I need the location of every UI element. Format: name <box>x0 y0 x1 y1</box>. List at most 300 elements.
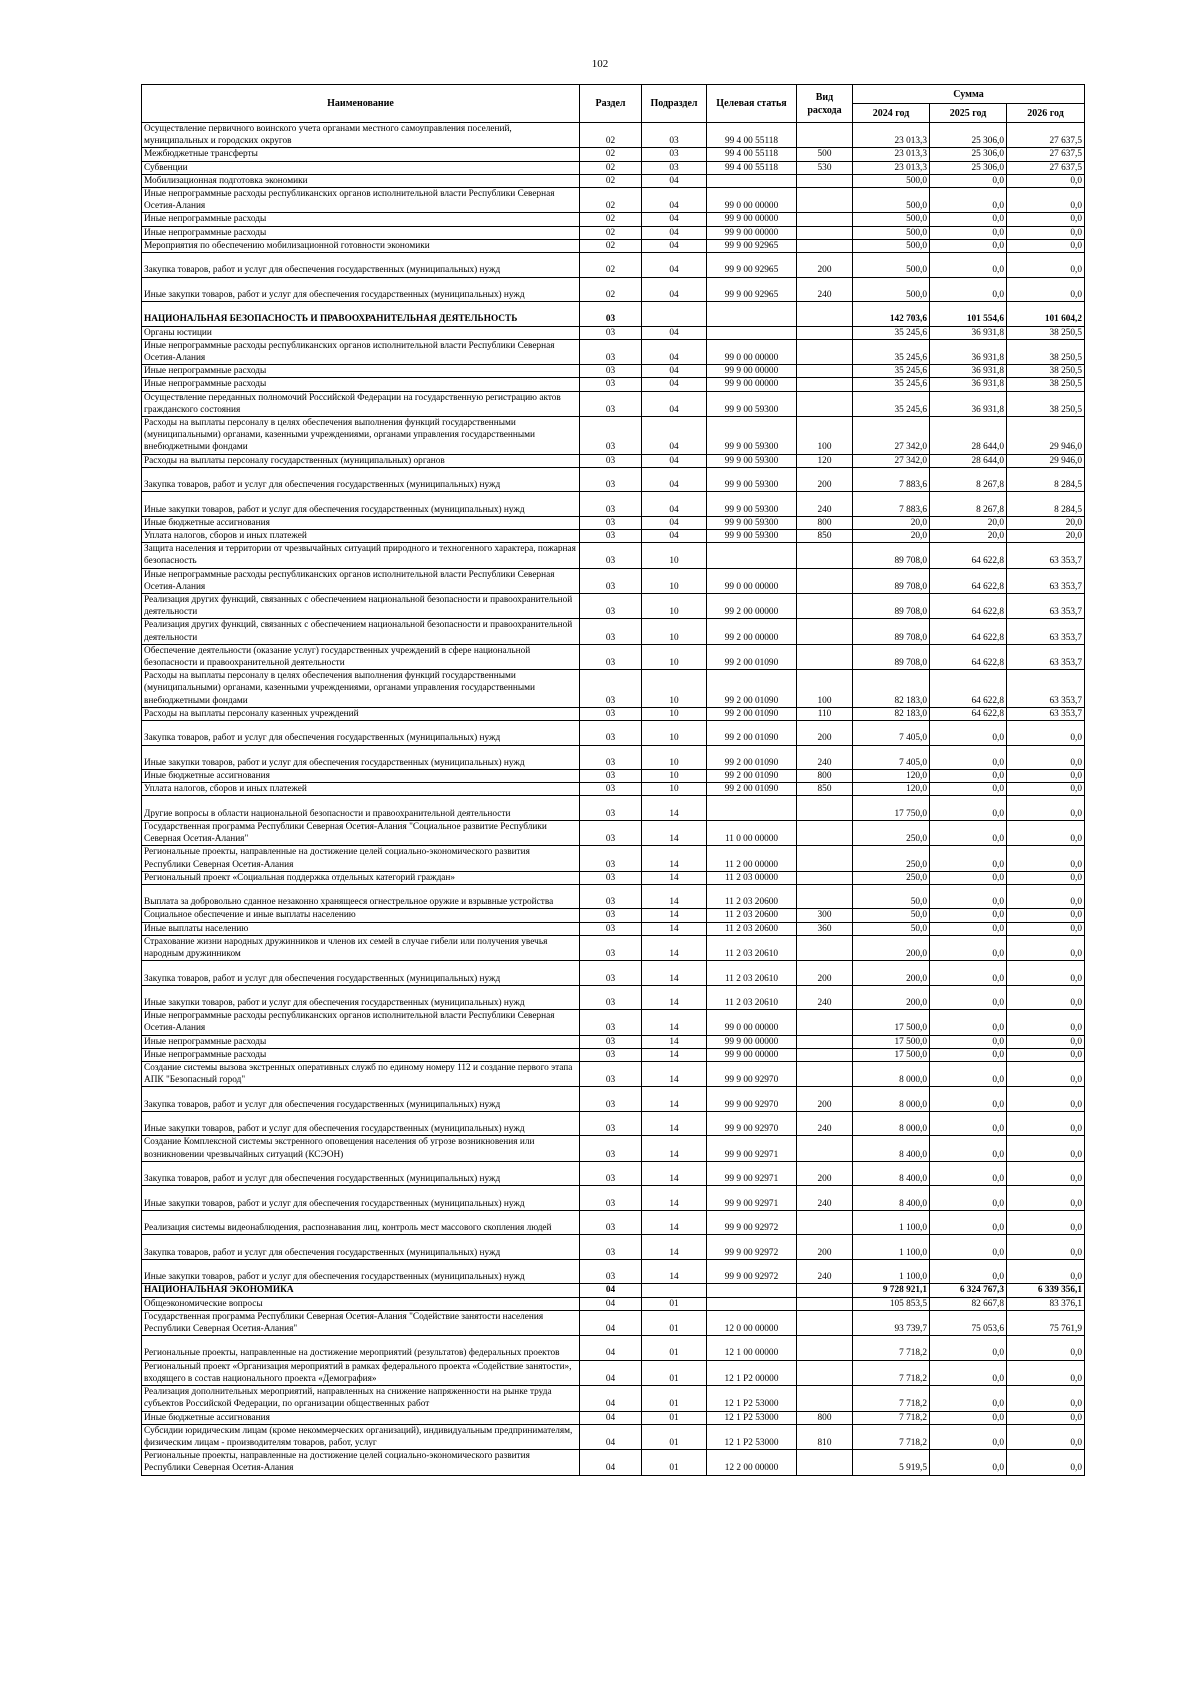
table-row <box>142 1210 1085 1235</box>
cell-2026: 63 353,7 <box>1007 619 1085 644</box>
cell-2026: 0,0 <box>1007 1386 1085 1411</box>
cell-2026: 63 353,7 <box>1007 707 1085 720</box>
cell-name: Расходы на выплаты персоналу в целях обеспечения выполнения функций государственными (муниципальными) органами, казенными учреждениями, органами управления государственными внебюджетными фондами <box>142 670 580 708</box>
cell-name: Закупка товаров, работ и услуг для обеспечения государственных (муниципальных) нужд <box>142 961 580 986</box>
cell-name: Иные непрограммные расходы республиканских органов исполнительной власти Республики Северная Осетия-Алания <box>142 1010 580 1035</box>
cell-section: 04 <box>580 1297 642 1310</box>
cell-target: 99 0 00 00000 <box>707 188 797 213</box>
cell-target: 99 9 00 92971 <box>707 1136 797 1161</box>
cell-section: 04 <box>580 1284 642 1297</box>
cell-section: 04 <box>580 1424 642 1449</box>
cell-2025: 0,0 <box>930 935 1007 960</box>
cell-2024: 5 919,5 <box>853 1450 930 1475</box>
table-row <box>142 529 1085 542</box>
table-row <box>142 745 1085 770</box>
cell-2026: 0,0 <box>1007 1259 1085 1284</box>
cell-section: 02 <box>580 161 642 174</box>
cell-expense-type <box>797 1062 853 1087</box>
cell-expense-type: 850 <box>797 783 853 796</box>
cell-expense-type: 240 <box>797 1259 853 1284</box>
cell-2025: 0,0 <box>930 1062 1007 1087</box>
cell-2025: 0,0 <box>930 846 1007 871</box>
cell-section: 03 <box>580 339 642 364</box>
cell-expense-type: 360 <box>797 922 853 935</box>
cell-2026: 0,0 <box>1007 820 1085 845</box>
cell-2024: 8 400,0 <box>853 1136 930 1161</box>
cell-section: 03 <box>580 416 642 454</box>
cell-subsection: 14 <box>642 1161 707 1186</box>
cell-target <box>707 1284 797 1297</box>
cell-expense-type: 110 <box>797 707 853 720</box>
cell-2025: 25 306,0 <box>930 161 1007 174</box>
cell-2026: 0,0 <box>1007 1411 1085 1424</box>
cell-2026: 0,0 <box>1007 770 1085 783</box>
cell-subsection: 04 <box>642 467 707 492</box>
cell-section: 02 <box>580 253 642 278</box>
cell-2026: 83 376,1 <box>1007 1297 1085 1310</box>
cell-subsection: 04 <box>642 416 707 454</box>
cell-2025: 64 622,8 <box>930 707 1007 720</box>
cell-2024: 93 739,7 <box>853 1310 930 1335</box>
cell-subsection: 14 <box>642 1010 707 1035</box>
cell-name: Иные закупки товаров, работ и услуг для обеспечения государственных (муниципальных) нужд <box>142 1186 580 1211</box>
cell-2026: 20,0 <box>1007 529 1085 542</box>
cell-target: 11 2 03 20600 <box>707 884 797 909</box>
table-row <box>142 277 1085 302</box>
cell-section: 03 <box>580 378 642 391</box>
cell-2025: 0,0 <box>930 796 1007 821</box>
cell-2024: 8 000,0 <box>853 1111 930 1136</box>
cell-2026: 0,0 <box>1007 174 1085 187</box>
table-row <box>142 961 1085 986</box>
cell-expense-type <box>797 1360 853 1385</box>
cell-2025: 0,0 <box>930 1186 1007 1211</box>
cell-2025: 0,0 <box>930 1424 1007 1449</box>
cell-section: 03 <box>580 543 642 568</box>
cell-target: 11 0 00 00000 <box>707 820 797 845</box>
cell-subsection: 01 <box>642 1360 707 1385</box>
cell-subsection: 14 <box>642 1087 707 1112</box>
cell-subsection: 10 <box>642 745 707 770</box>
cell-2024: 250,0 <box>853 846 930 871</box>
cell-subsection: 04 <box>642 516 707 529</box>
cell-expense-type <box>797 326 853 339</box>
cell-subsection <box>642 1284 707 1297</box>
cell-name: Создание системы вызова экстренных оперативных служб по единому номеру 112 и создание первого этапа АПК "Безопасный город" <box>142 1062 580 1087</box>
cell-name: Государственная программа Республики Северная Осетия-Алания "Содействие занятости населения Республики Северная Осетия-Алания" <box>142 1310 580 1335</box>
cell-expense-type: 200 <box>797 467 853 492</box>
cell-2026: 0,0 <box>1007 1048 1085 1061</box>
cell-2024: 7 718,2 <box>853 1336 930 1361</box>
cell-name: Иные бюджетные ассигнования <box>142 1411 580 1424</box>
table-row <box>142 391 1085 416</box>
cell-2025: 36 931,8 <box>930 391 1007 416</box>
cell-target: 99 2 00 01090 <box>707 670 797 708</box>
cell-target: 12 1 P2 53000 <box>707 1386 797 1411</box>
cell-2024: 8 400,0 <box>853 1161 930 1186</box>
cell-2024: 17 500,0 <box>853 1035 930 1048</box>
cell-subsection: 04 <box>642 253 707 278</box>
cell-target: 99 9 00 00000 <box>707 213 797 226</box>
cell-target: 12 1 P2 00000 <box>707 1360 797 1385</box>
cell-name: Расходы на выплаты персоналу государственных (муниципальных) органов <box>142 454 580 467</box>
table-row <box>142 326 1085 339</box>
cell-subsection: 10 <box>642 783 707 796</box>
cell-2026: 0,0 <box>1007 961 1085 986</box>
col-sum-header: Сумма <box>853 85 1085 104</box>
table-row <box>142 1336 1085 1361</box>
cell-section: 02 <box>580 174 642 187</box>
cell-2024: 105 853,5 <box>853 1297 930 1310</box>
cell-target: 99 9 00 92970 <box>707 1062 797 1087</box>
cell-2024: 142 703,6 <box>853 302 930 327</box>
cell-2026: 0,0 <box>1007 1450 1085 1475</box>
table-header <box>142 85 1085 123</box>
cell-2025: 8 267,8 <box>930 492 1007 517</box>
cell-2026: 0,0 <box>1007 188 1085 213</box>
table-row <box>142 302 1085 327</box>
cell-subsection: 14 <box>642 1111 707 1136</box>
cell-2026: 27 637,5 <box>1007 148 1085 161</box>
cell-2025: 0,0 <box>930 1111 1007 1136</box>
cell-subsection: 10 <box>642 721 707 746</box>
cell-section: 03 <box>580 935 642 960</box>
table-row <box>142 226 1085 239</box>
table-row <box>142 174 1085 187</box>
table-row <box>142 846 1085 871</box>
table-row <box>142 770 1085 783</box>
cell-2025: 0,0 <box>930 871 1007 884</box>
cell-2024: 20,0 <box>853 529 930 542</box>
cell-section: 03 <box>580 820 642 845</box>
cell-subsection: 01 <box>642 1386 707 1411</box>
cell-2025: 0,0 <box>930 213 1007 226</box>
cell-2024: 500,0 <box>853 188 930 213</box>
cell-target: 99 9 00 00000 <box>707 365 797 378</box>
cell-target: 99 9 00 00000 <box>707 378 797 391</box>
cell-2025: 36 931,8 <box>930 365 1007 378</box>
cell-target: 12 2 00 00000 <box>707 1450 797 1475</box>
cell-expense-type <box>797 378 853 391</box>
table-row <box>142 492 1085 517</box>
cell-2025: 75 053,6 <box>930 1310 1007 1335</box>
cell-2025: 0,0 <box>930 1048 1007 1061</box>
cell-2025: 0,0 <box>930 239 1007 252</box>
cell-name: Обеспечение деятельности (оказание услуг) государственных учреждений в сфере национальной безопасности и правоохранительной деятельности <box>142 644 580 669</box>
cell-name: Иные непрограммные расходы республиканских органов исполнительной власти Республики Северная Осетия-Алания <box>142 188 580 213</box>
table-body <box>142 123 1085 1476</box>
table-row <box>142 796 1085 821</box>
cell-2025: 82 667,8 <box>930 1297 1007 1310</box>
cell-2025: 64 622,8 <box>930 543 1007 568</box>
cell-2024: 27 342,0 <box>853 454 930 467</box>
cell-target: 99 4 00 55118 <box>707 123 797 148</box>
cell-2025: 0,0 <box>930 1336 1007 1361</box>
cell-target: 99 2 00 01090 <box>707 707 797 720</box>
cell-2024: 120,0 <box>853 783 930 796</box>
cell-expense-type <box>797 1210 853 1235</box>
cell-expense-type: 240 <box>797 277 853 302</box>
cell-2025: 64 622,8 <box>930 593 1007 618</box>
table-row <box>142 188 1085 213</box>
cell-target: 12 0 00 00000 <box>707 1310 797 1335</box>
cell-target: 99 9 00 92972 <box>707 1210 797 1235</box>
table-row <box>142 1424 1085 1449</box>
cell-2024: 7 405,0 <box>853 721 930 746</box>
cell-target: 99 9 00 59300 <box>707 467 797 492</box>
cell-subsection: 10 <box>642 770 707 783</box>
cell-2026: 75 761,9 <box>1007 1310 1085 1335</box>
cell-2025: 0,0 <box>930 174 1007 187</box>
cell-section: 02 <box>580 239 642 252</box>
cell-expense-type <box>797 796 853 821</box>
cell-2026: 20,0 <box>1007 516 1085 529</box>
cell-2026: 0,0 <box>1007 1136 1085 1161</box>
cell-section: 03 <box>580 568 642 593</box>
cell-target: 99 9 00 92972 <box>707 1259 797 1284</box>
cell-subsection <box>642 302 707 327</box>
cell-section: 04 <box>580 1360 642 1385</box>
cell-subsection: 04 <box>642 174 707 187</box>
cell-subsection: 14 <box>642 1210 707 1235</box>
cell-expense-type <box>797 188 853 213</box>
cell-target: 99 2 00 01090 <box>707 745 797 770</box>
cell-2024: 120,0 <box>853 770 930 783</box>
cell-section: 03 <box>580 909 642 922</box>
cell-expense-type: 850 <box>797 529 853 542</box>
cell-subsection: 14 <box>642 1062 707 1087</box>
cell-name: Иные непрограммные расходы <box>142 1035 580 1048</box>
cell-subsection: 01 <box>642 1450 707 1475</box>
col-2026-header: 2026 год <box>1007 104 1085 123</box>
cell-2025: 64 622,8 <box>930 644 1007 669</box>
cell-2026: 38 250,5 <box>1007 391 1085 416</box>
cell-2026: 29 946,0 <box>1007 454 1085 467</box>
cell-subsection: 14 <box>642 909 707 922</box>
cell-name: Региональные проекты, направленные на достижение мероприятий (результатов) федеральных проектов <box>142 1336 580 1361</box>
cell-target: 99 2 00 00000 <box>707 619 797 644</box>
cell-name: Расходы на выплаты персоналу казенных учреждений <box>142 707 580 720</box>
cell-2025: 0,0 <box>930 721 1007 746</box>
cell-2026: 0,0 <box>1007 1062 1085 1087</box>
cell-name: Социальное обеспечение и иные выплаты населению <box>142 909 580 922</box>
cell-2024: 500,0 <box>853 213 930 226</box>
cell-2025: 28 644,0 <box>930 416 1007 454</box>
cell-2025: 25 306,0 <box>930 148 1007 161</box>
cell-2025: 0,0 <box>930 1386 1007 1411</box>
cell-subsection: 10 <box>642 619 707 644</box>
cell-2024: 7 718,2 <box>853 1386 930 1411</box>
cell-2024: 35 245,6 <box>853 339 930 364</box>
cell-target: 11 2 00 00000 <box>707 846 797 871</box>
cell-target <box>707 326 797 339</box>
cell-2024: 89 708,0 <box>853 619 930 644</box>
cell-2025: 20,0 <box>930 516 1007 529</box>
col-section-header: Раздел <box>580 85 642 123</box>
cell-section: 03 <box>580 796 642 821</box>
cell-2025: 0,0 <box>930 1210 1007 1235</box>
cell-2025: 36 931,8 <box>930 378 1007 391</box>
cell-target <box>707 174 797 187</box>
cell-2026: 8 284,5 <box>1007 467 1085 492</box>
cell-2026: 0,0 <box>1007 871 1085 884</box>
cell-expense-type: 530 <box>797 161 853 174</box>
cell-subsection: 04 <box>642 454 707 467</box>
cell-section: 03 <box>580 1087 642 1112</box>
cell-name: Иные непрограммные расходы <box>142 226 580 239</box>
cell-name: Создание Комплексной системы экстренного оповещения населения об угрозе возникновения или возникновении чрезвычайных ситуаций (КСЭОН) <box>142 1136 580 1161</box>
table-row <box>142 871 1085 884</box>
cell-2024: 89 708,0 <box>853 644 930 669</box>
cell-section: 03 <box>580 871 642 884</box>
cell-subsection: 14 <box>642 961 707 986</box>
cell-expense-type <box>797 568 853 593</box>
cell-2026: 0,0 <box>1007 1235 1085 1260</box>
cell-2026: 0,0 <box>1007 1424 1085 1449</box>
cell-expense-type <box>797 1010 853 1035</box>
cell-section: 03 <box>580 391 642 416</box>
cell-2026: 0,0 <box>1007 1161 1085 1186</box>
cell-2026: 0,0 <box>1007 884 1085 909</box>
cell-2025: 0,0 <box>930 985 1007 1010</box>
cell-target: 99 2 00 00000 <box>707 593 797 618</box>
cell-2026: 0,0 <box>1007 213 1085 226</box>
cell-2024: 7 883,6 <box>853 467 930 492</box>
cell-name: Региональный проект «Социальная поддержка отдельных категорий граждан» <box>142 871 580 884</box>
cell-target: 11 2 03 20600 <box>707 909 797 922</box>
cell-name: Государственная программа Республики Северная Осетия-Алания "Социальное развитие Республики Северная Осетия-Алания" <box>142 820 580 845</box>
cell-target: 99 0 00 00000 <box>707 1010 797 1035</box>
cell-expense-type: 200 <box>797 961 853 986</box>
cell-2024: 500,0 <box>853 253 930 278</box>
cell-2026: 0,0 <box>1007 226 1085 239</box>
cell-subsection: 03 <box>642 161 707 174</box>
cell-target: 99 9 00 92971 <box>707 1186 797 1211</box>
cell-target: 99 9 00 92965 <box>707 277 797 302</box>
table-row <box>142 213 1085 226</box>
cell-section: 03 <box>580 1210 642 1235</box>
cell-section: 03 <box>580 302 642 327</box>
cell-2024: 17 500,0 <box>853 1048 930 1061</box>
cell-target: 99 2 00 01090 <box>707 783 797 796</box>
cell-subsection: 04 <box>642 188 707 213</box>
cell-target: 99 9 00 59300 <box>707 492 797 517</box>
table-row <box>142 339 1085 364</box>
table-row <box>142 909 1085 922</box>
cell-2026: 0,0 <box>1007 1010 1085 1035</box>
cell-name: Общеэкономические вопросы <box>142 1297 580 1310</box>
cell-2026: 0,0 <box>1007 783 1085 796</box>
cell-2024: 8 400,0 <box>853 1186 930 1211</box>
cell-2024: 7 405,0 <box>853 745 930 770</box>
cell-section: 02 <box>580 226 642 239</box>
cell-2026: 0,0 <box>1007 1111 1085 1136</box>
table-row <box>142 365 1085 378</box>
cell-2026: 0,0 <box>1007 846 1085 871</box>
cell-expense-type <box>797 1336 853 1361</box>
cell-2026: 0,0 <box>1007 985 1085 1010</box>
cell-2024: 250,0 <box>853 820 930 845</box>
cell-name: Расходы на выплаты персоналу в целях обеспечения выполнения функций государственными (муниципальными) органами, казенными учреждениями, органами управления государственными внебюджетными фондами <box>142 416 580 454</box>
table-row <box>142 1062 1085 1087</box>
cell-section: 03 <box>580 1186 642 1211</box>
cell-expense-type: 200 <box>797 253 853 278</box>
cell-subsection: 10 <box>642 543 707 568</box>
cell-target: 99 2 00 01090 <box>707 721 797 746</box>
cell-section: 03 <box>580 770 642 783</box>
cell-expense-type: 240 <box>797 745 853 770</box>
cell-2025: 28 644,0 <box>930 454 1007 467</box>
cell-subsection: 14 <box>642 1235 707 1260</box>
cell-2024: 23 013,3 <box>853 148 930 161</box>
cell-name: Уплата налогов, сборов и иных платежей <box>142 783 580 796</box>
cell-section: 02 <box>580 148 642 161</box>
cell-section: 03 <box>580 846 642 871</box>
cell-2025: 0,0 <box>930 1087 1007 1112</box>
table-row <box>142 1259 1085 1284</box>
cell-target: 99 9 00 00000 <box>707 226 797 239</box>
cell-target: 12 1 P2 53000 <box>707 1424 797 1449</box>
cell-subsection: 14 <box>642 985 707 1010</box>
cell-name: Иные закупки товаров, работ и услуг для обеспечения государственных (муниципальных) нужд <box>142 492 580 517</box>
cell-2026: 101 604,2 <box>1007 302 1085 327</box>
table-row <box>142 378 1085 391</box>
cell-target: 99 9 00 59300 <box>707 516 797 529</box>
cell-name: Региональные проекты, направленные на достижение целей социально-экономического развития Республики Северная Осетия-Алания <box>142 846 580 871</box>
cell-name: Иные непрограммные расходы <box>142 1048 580 1061</box>
cell-section: 03 <box>580 961 642 986</box>
cell-2024: 7 718,2 <box>853 1360 930 1385</box>
cell-expense-type <box>797 1450 853 1475</box>
cell-2024: 50,0 <box>853 922 930 935</box>
cell-2025: 0,0 <box>930 1035 1007 1048</box>
cell-2026: 6 339 356,1 <box>1007 1284 1085 1297</box>
col-subsection-header: Подраздел <box>642 85 707 123</box>
table-row <box>142 1411 1085 1424</box>
cell-2026: 63 353,7 <box>1007 670 1085 708</box>
cell-2026: 0,0 <box>1007 1035 1085 1048</box>
table-row <box>142 1087 1085 1112</box>
cell-section: 03 <box>580 1235 642 1260</box>
cell-expense-type: 800 <box>797 1411 853 1424</box>
cell-2025: 0,0 <box>930 770 1007 783</box>
table-row <box>142 1360 1085 1385</box>
cell-2025: 0,0 <box>930 783 1007 796</box>
cell-2025: 64 622,8 <box>930 568 1007 593</box>
cell-2024: 500,0 <box>853 239 930 252</box>
cell-section: 03 <box>580 1035 642 1048</box>
cell-2024: 20,0 <box>853 516 930 529</box>
cell-2026: 8 284,5 <box>1007 492 1085 517</box>
cell-section: 03 <box>580 884 642 909</box>
cell-expense-type <box>797 1035 853 1048</box>
table-row <box>142 568 1085 593</box>
cell-target: 99 9 00 92970 <box>707 1111 797 1136</box>
table-row <box>142 1297 1085 1310</box>
cell-2024: 1 100,0 <box>853 1235 930 1260</box>
cell-2026: 38 250,5 <box>1007 339 1085 364</box>
cell-subsection: 04 <box>642 277 707 302</box>
cell-section: 04 <box>580 1336 642 1361</box>
cell-subsection: 10 <box>642 707 707 720</box>
cell-2025: 0,0 <box>930 961 1007 986</box>
cell-subsection: 14 <box>642 1259 707 1284</box>
cell-expense-type: 810 <box>797 1424 853 1449</box>
cell-expense-type <box>797 543 853 568</box>
cell-target: 99 9 00 92965 <box>707 239 797 252</box>
cell-subsection: 04 <box>642 239 707 252</box>
cell-2024: 35 245,6 <box>853 378 930 391</box>
